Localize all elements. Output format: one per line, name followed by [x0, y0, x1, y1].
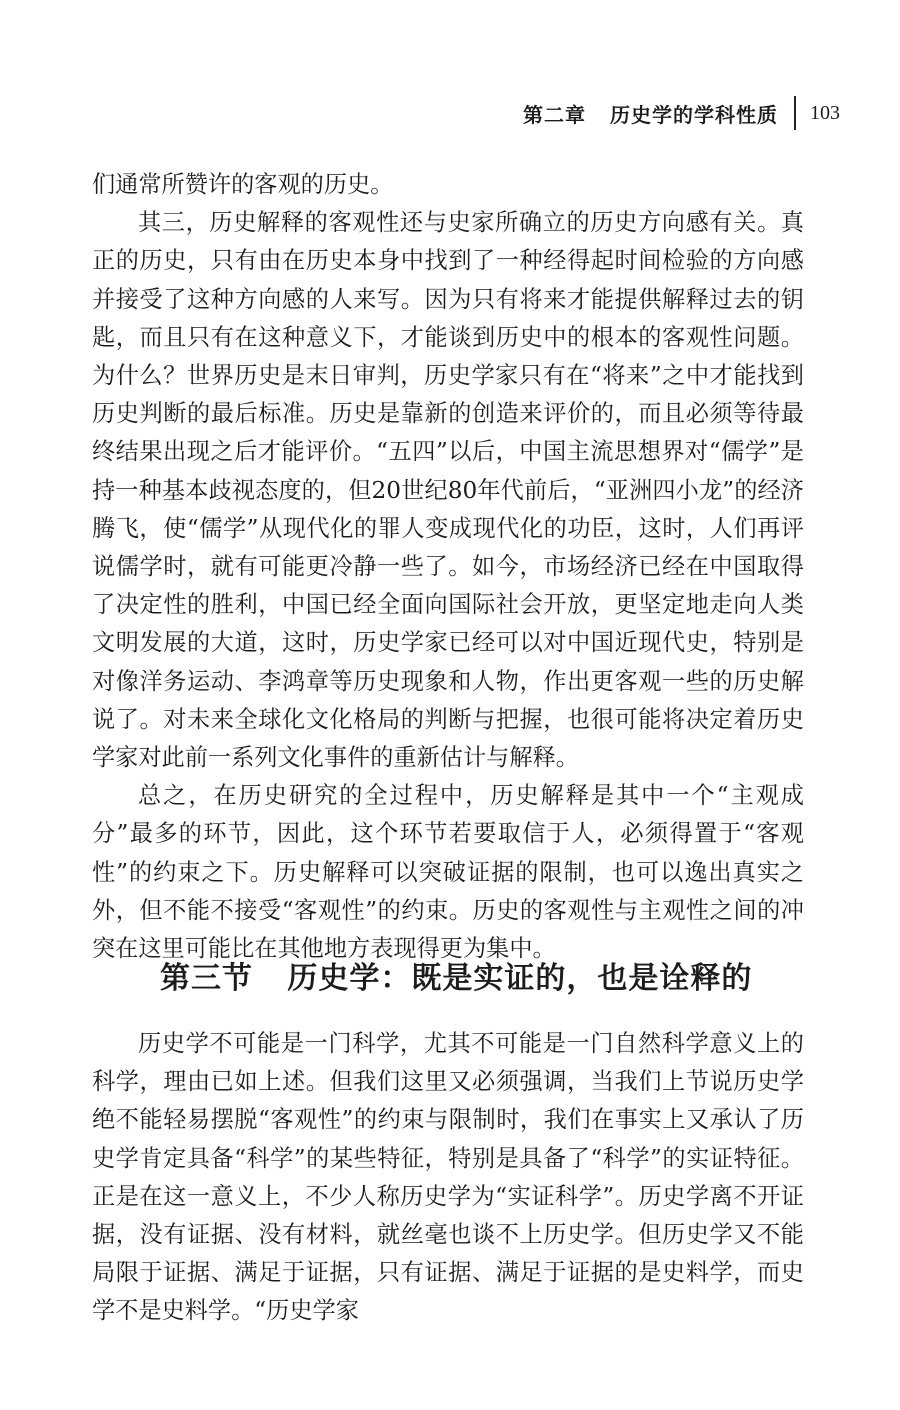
- paragraph-summary: 总之，在历史研究的全过程中，历史解释是其中一个“主观成分”最多的环节，因此，这个环节若要取信于人，必须得置于“客观性”的约束之下。历史解释可以突破证据的限制，也可以逸出真实之外，但不能不接受“客观性”的约束。历史的客观性与主观性之间的冲突在这里可能比在其他地方表现得更为集中。: [92, 782, 804, 963]
- body-text-bottom: [92, 1025, 804, 1331]
- chapter-title: 历史学的学科性质: [610, 102, 778, 127]
- header-divider: [794, 96, 796, 130]
- section-title: 历史学：既是实证的，也是诠释的: [287, 961, 753, 996]
- body-text-top: [92, 166, 804, 968]
- section-heading: [160, 953, 752, 997]
- running-header: [523, 96, 840, 130]
- paragraph-objectivity-direction: 其三，历史解释的客观性还与史家所确立的历史方向感有关。真正的历史，只有由在历史本身中找到了一种经得起时间检验的方向感并接受了这种方向感的人来写。因为只有将来才能提供解释过去的钥匙，而且只有在这种意义下，才能谈到历史中的根本的客观性问题。为什么？世界历史是末日审判，历史学家只有在“将来”之中才能找到历史判断的最后标准。历史是靠新的创造来评价的，而且必须等待最终结果出现之后才能评价。“五四”以后，中国主流思想界对“儒学”是持一种基本歧视态度的，但20世纪80年代前后，“亚洲四小龙”的经济腾飞，使“儒学”从现代化的罪人变成现代化的功臣，这时，人们再评说儒学时，就有可能更冷静一些了。如今，市场经济已经在中国取得了决定性的胜利，中国已经全面向国际社会开放，更坚定地走向人类文明发展的大道，这时，历史学家已经可以对中国近现代史，特别是对像洋务运动、李鸿章等历史现象和人物，作出更客观一些的历史解说了。对未来全球化文化格局的判断与把握，也很可能将决定着历史学家对此前一系列文化事件的重新估计与解释。: [92, 209, 804, 772]
- page-number: 103: [810, 101, 840, 124]
- paragraph-history-science: 历史学不可能是一门科学，尤其不可能是一门自然科学意义上的科学，理由已如上述。但我们这里又必须强调，当我们上节说历史学绝不能轻易摆脱“客观性”的约束与限制时，我们在事实上又承认了历史学肯定具备“科学”的某些特征，特别是具备了“科学”的实证特征。正是在这一意义上，不少人称历史学为“实证科学”。历史学离不开证据，没有证据、没有材料，就丝毫也谈不上历史学。但历史学又不能局限于证据、满足于证据，只有证据、满足于证据的是史料学，而史学不是史料学。“历史学家: [92, 1030, 804, 1325]
- section-number: 第三节: [160, 961, 253, 996]
- paragraph-continuation: 们通常所赞许的客观的历史。: [92, 171, 394, 198]
- chapter-label: 第二章: [523, 102, 586, 127]
